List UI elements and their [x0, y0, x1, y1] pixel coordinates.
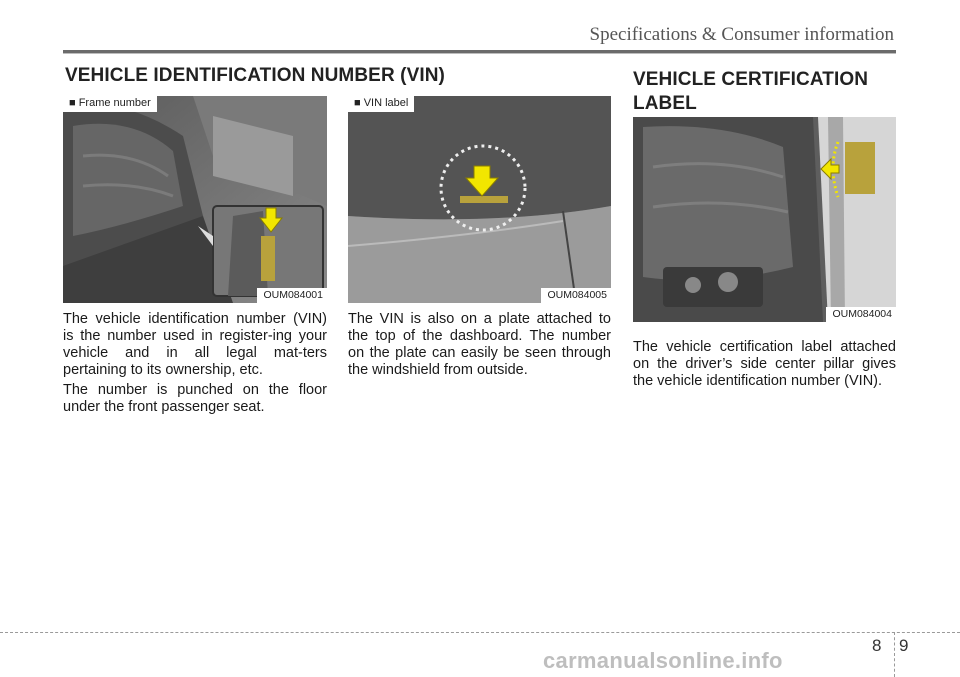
footer-divider	[894, 632, 895, 677]
frame-number-photo	[63, 96, 327, 303]
certification-section-title-line-1: VEHICLE CERTIFICATION	[633, 69, 869, 90]
vin-section-title: VEHICLE IDENTIFICATION NUMBER (VIN)	[65, 65, 445, 86]
frame-number-paragraph-1: The vehicle identification number (VIN) is the number used in register-ing your vehicle and in all legal mat-ters pertaining to its ownership, etc.	[63, 311, 327, 378]
frame-number-illustration	[63, 96, 327, 303]
watermark: carmanualsonline.info	[543, 648, 783, 673]
vin-label-figure-code: OUM084005	[541, 288, 611, 303]
running-header: Specifications & Consumer information	[589, 24, 894, 45]
certification-section-title-line-2: LABEL	[633, 93, 697, 114]
certification-paragraph: The vehicle certification label attached on the driver’s side center pillar gives the vehicle identification number (VIN).	[633, 339, 896, 389]
vin-label-photo	[348, 96, 611, 303]
certification-label-figure-code: OUM084004	[826, 307, 896, 322]
certification-label-photo	[633, 117, 896, 322]
vin-label-illustration	[348, 96, 611, 303]
frame-number-caption: ■ Frame number	[63, 96, 157, 112]
header-rule-shadow	[63, 53, 896, 54]
vin-label-caption: ■ VIN label	[348, 96, 414, 112]
page-number: 9	[899, 636, 909, 655]
frame-number-paragraph-2: The number is punched on the floor under the front passenger seat.	[63, 382, 327, 415]
footer-rule	[0, 632, 960, 633]
chapter-number: 8	[872, 636, 882, 655]
frame-number-figure-code: OUM084001	[257, 288, 327, 303]
vin-label-paragraph: The VIN is also on a plate attached to the top of the dashboard. The number on the plate can easily be seen through the windshield from outside.	[348, 311, 611, 378]
certification-label-illustration	[633, 117, 896, 322]
